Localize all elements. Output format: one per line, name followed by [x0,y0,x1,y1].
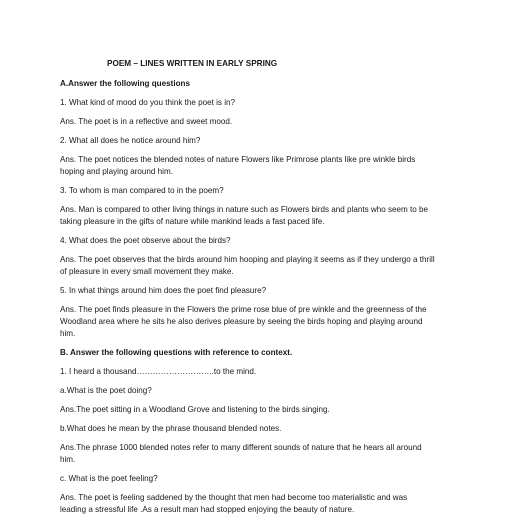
section-b-heading: B. Answer the following questions with reference to context. [60,348,293,357]
context-line: 1. I heard a thousand………………………..to the mind. [60,367,257,376]
question-5: 5. In what things around him does the poet find pleasure? [60,286,267,295]
context-answer-c-line-2: leading a stressful life .As a result man had stopped enjoying the beauty of nature. [60,505,355,514]
context-question-b: b.What does he mean by the phrase thousand blended notes. [60,424,282,433]
answer-4-line-1: Ans. The poet observes that the birds around him hooping and playing it seems as if they undergo a thrill [60,255,435,264]
section-a-heading: A.Answer the following questions [60,79,190,88]
context-answer-c-line-1: Ans. The poet is feeling saddened by the thought that men had become too materialistic and was [60,493,408,502]
context-question-c: c. What is the poet feeling? [60,474,158,483]
question-1: 1. What kind of mood do you think the poet is in? [60,98,236,107]
answer-5-line-3: him. [60,329,76,338]
question-2: 2. What all does he notice around him? [60,136,201,145]
context-answer-b-line-2: him. [60,455,76,464]
answer-2-line-1: Ans. The poet notices the blended notes of nature Flowers like Primrose plants like pre winkle birds [60,155,416,164]
answer-1: Ans. The poet is in a reflective and sweet mood. [60,117,233,126]
context-answer-a: Ans.The poet sitting in a Woodland Grove and listening to the birds singing. [60,405,330,414]
answer-2-line-2: hoping and playing around him. [60,167,173,176]
answer-3-line-2: taking pleasure in the gifts of nature while mankind leads a fast paced life. [60,217,325,226]
page-title: POEM – LINES WRITTEN IN EARLY SPRING [107,59,278,68]
answer-3-line-1: Ans. Man is compared to other living things in nature such as Flowers birds and plants who seem to be [60,205,429,214]
answer-5-line-1: Ans. The poet finds pleasure in the Flowers the prime rose blue of pre winkle and the greenness of the [60,305,427,314]
context-answer-b-line-1: Ans.The phrase 1000 blended notes refer to many different sounds of nature that he hears all around [60,443,422,452]
answer-4-line-2: of pleasure in every small movement they make. [60,267,234,276]
question-3: 3. To whom is man compared to in the poem? [60,186,224,195]
context-question-a: a.What is the poet doing? [60,386,152,395]
question-4: 4. What does the poet observe about the birds? [60,236,231,245]
answer-5-line-2: Woodland area where he sits he also derives pleasure by seeing the birds hoping and playing around [60,317,423,326]
